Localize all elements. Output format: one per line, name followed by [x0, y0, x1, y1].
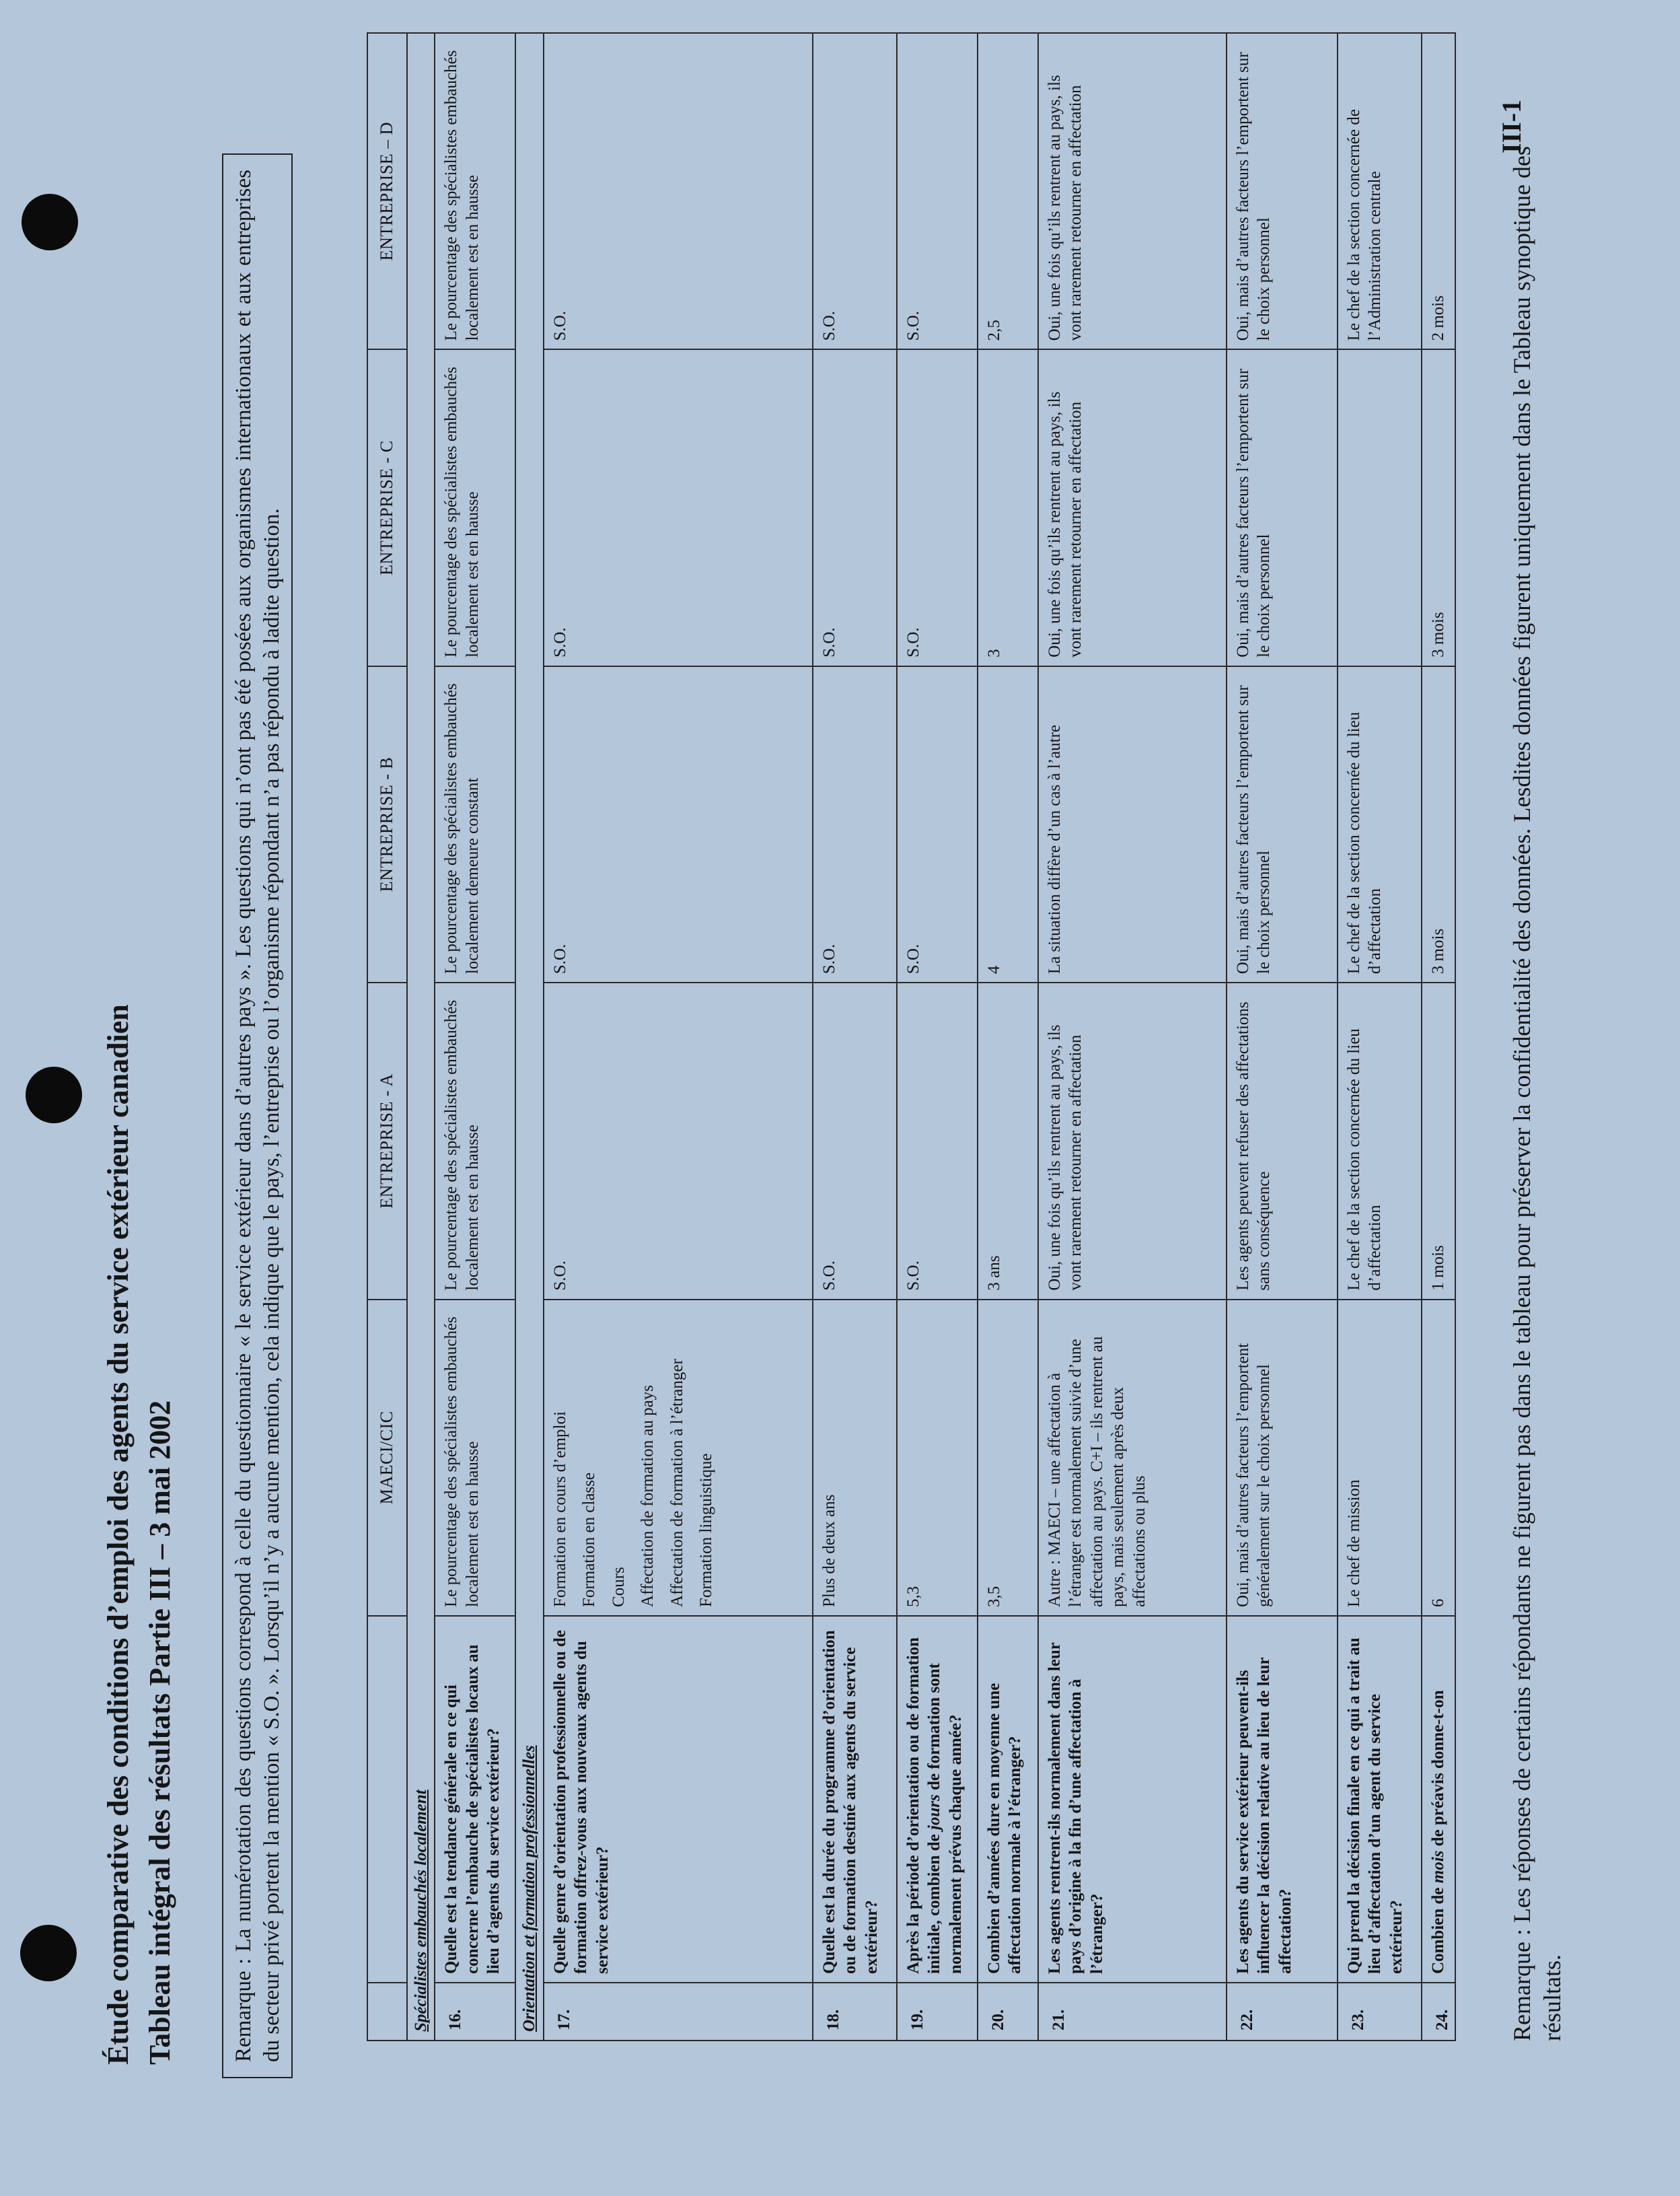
cell: Oui, une fois qu’ils rentrent au pays, ils vont rarement retourner en affectation: [1038, 983, 1227, 1299]
cell: Oui, une fois qu’ils rentrent au pays, ils vont rarement retourner en affectation: [1038, 349, 1227, 666]
question-text: de formation sont normalement prévus chaque année?: [925, 1663, 965, 1974]
question-text: de préavis donne-t-on: [1428, 1690, 1447, 1851]
cell: Plus de deux ans: [813, 1300, 897, 1616]
cell: 2,5: [978, 33, 1038, 349]
row-question: Les agents rentrent-ils normalement dans leur pays d’origine à la fin d’une affectation à l’étranger?: [1038, 1616, 1227, 1983]
cell: S.O.: [544, 983, 813, 1299]
cell: S.O.: [813, 33, 897, 349]
cell: S.O.: [544, 666, 813, 983]
row-question: Les agents du service extérieur peuvent-ils influencer la décision relative au lieu de leur affectation?: [1227, 1616, 1338, 1983]
column-header: ENTREPRISE - C: [367, 349, 407, 666]
footnote-remark: Remarque : Les réponses de certains répondants ne figurent pas dans le tableau pour préserver la confidentialité des données. Lesdites données figurent uniquement dans le Tableau synoptique des résultats.: [1508, 146, 1566, 2041]
cell: S.O.: [897, 983, 978, 1299]
cell: S.O.: [544, 349, 813, 666]
header-num: [367, 1983, 407, 2041]
list-item: Affectation de formation au pays: [638, 1385, 657, 1607]
cell: S.O.: [897, 33, 978, 349]
cell: Le chef de mission: [1338, 1300, 1422, 1616]
page-number: III-1: [1496, 99, 1527, 153]
column-header: MAECI/CIC: [367, 1300, 407, 1616]
cell: Oui, mais d’autres facteurs l’emportent sur le choix personnel: [1227, 33, 1338, 349]
column-header: ENTREPRISE - A: [367, 983, 407, 1299]
row-question: [897, 1616, 978, 1983]
header-question: [367, 1616, 407, 1983]
list-item: Formation en classe: [580, 1473, 599, 1607]
cell: Oui, une fois qu’ils rentrent au pays, ils vont rarement retourner en affectation: [1038, 33, 1227, 349]
row-number: 17.: [544, 1983, 813, 2041]
list-item: Formation linguistique: [697, 1453, 716, 1607]
cell: Le pourcentage des spécialistes embauchés localement demeure constant: [435, 666, 515, 983]
cell: 5,3: [897, 1300, 978, 1616]
cell: Oui, mais d’autres facteurs l’emportent sur le choix personnel: [1227, 666, 1338, 983]
cell: [1338, 349, 1422, 666]
cell: Autre : MAECI – une affectation à l’étranger est normalement suivie d’une affectation au pays. C+I – ils rentrent au pays, mais seulement après deux affectations ou plus: [1038, 1300, 1227, 1616]
row-question: Quelle est la durée du programme d’orientation ou de formation destiné aux agents du service extérieur?: [813, 1616, 897, 1983]
section-row: [407, 33, 435, 2041]
column-header: ENTREPRISE – D: [367, 33, 407, 349]
row-number: 19.: [897, 1983, 978, 2041]
column-header: ENTREPRISE - B: [367, 666, 407, 983]
row-question: Qui prend la décision finale en ce qui a trait au lieu d’affectation d’un agent du service extérieur?: [1338, 1616, 1422, 1983]
cell: Le pourcentage des spécialistes embauchés localement est en hausse: [435, 349, 515, 666]
cell: S.O.: [897, 666, 978, 983]
table-row: [435, 33, 515, 2041]
table-row: [813, 33, 897, 2041]
row-question: Combien d’années dure en moyenne une affectation normale à l’étranger?: [978, 1616, 1038, 1983]
row-number: 20.: [978, 1983, 1038, 2041]
document-title: Étude comparative des conditions d’emploi des agents du service extérieur canadien: [102, 1004, 135, 2065]
cell: Le chef de la section concernée du lieu d’affectation: [1338, 983, 1422, 1299]
cell: Le pourcentage des spécialistes embauchés localement est en hausse: [435, 1300, 515, 1616]
question-emphasis: mois: [1428, 1850, 1447, 1884]
document-subtitle: Tableau intégral des résultats Partie III – 3 mai 2002: [143, 1400, 176, 2065]
section-row: [515, 33, 544, 2041]
table-row: [897, 33, 978, 2041]
list-item: Affectation de formation à l’étranger: [667, 1359, 686, 1607]
cell: 3 mois: [1422, 666, 1455, 983]
cell: Oui, mais d’autres facteurs l’emportent généralement sur le choix personnel: [1227, 1300, 1338, 1616]
table-row: [1338, 33, 1422, 2041]
cell: S.O.: [813, 983, 897, 1299]
cell: S.O.: [897, 349, 978, 666]
cell: 2 mois: [1422, 33, 1455, 349]
section-heading: Orientation et formation professionnelles: [515, 33, 544, 2041]
table-row: [1422, 33, 1455, 2041]
row-number: 23.: [1338, 1983, 1422, 2041]
table-row: [544, 33, 813, 2041]
row-number: 22.: [1227, 1983, 1338, 2041]
list-item: Formation en cours d’emploi: [550, 1411, 569, 1607]
cell: 3 ans: [978, 983, 1038, 1299]
cell: Oui, mais d’autres facteurs l’emportent sur le choix personnel: [1227, 349, 1338, 666]
cell: S.O.: [813, 666, 897, 983]
row-number: 24.: [1422, 1983, 1455, 2041]
cell: S.O.: [813, 349, 897, 666]
row-question: [1422, 1616, 1455, 1983]
cell: La situation diffère d’un cas à l’autre: [1038, 666, 1227, 983]
cell: Le chef de la section concernée de l’Administration centrale: [1338, 33, 1422, 349]
row-number: 21.: [1038, 1983, 1227, 2041]
cell-list: [544, 1300, 813, 1616]
results-table: [367, 32, 1456, 2041]
row-question: Quelle est la tendance générale en ce qui concerne l’embauche de spécialistes locaux au lieu d’agents du service extérieur?: [435, 1616, 515, 1983]
row-number: 18.: [813, 1983, 897, 2041]
cell: Le chef de la section concernée du lieu d’affectation: [1338, 666, 1422, 983]
question-text: Combien de: [1428, 1883, 1447, 1974]
cell: Le pourcentage des spécialistes embauchés localement est en hausse: [435, 983, 515, 1299]
table-row: [1227, 33, 1338, 2041]
cell: Le pourcentage des spécialistes embauchés localement est en hausse: [435, 33, 515, 349]
cell: 6: [1422, 1300, 1455, 1616]
table-row: [978, 33, 1038, 2041]
question-text: Après la période d’orientation ou de formation initiale, combien de: [904, 1637, 944, 1974]
row-number: 16.: [435, 1983, 515, 2041]
row-question: Quelle genre d’orientation professionnelle ou de formation offrez-vous aux nouveaux agents du service extérieur?: [544, 1616, 813, 1983]
list-item: Cours: [609, 1567, 628, 1607]
cell: 4: [978, 666, 1038, 983]
cell: 3: [978, 349, 1038, 666]
table-header-row: [367, 33, 407, 2041]
cell: 3 mois: [1422, 349, 1455, 666]
section-heading: Spécialistes embauchés localement: [407, 33, 435, 2041]
cell: Les agents peuvent refuser des affectations sans conséquence: [1227, 983, 1338, 1299]
cell: S.O.: [544, 33, 813, 349]
cell: 3,5: [978, 1300, 1038, 1616]
cell: 1 mois: [1422, 983, 1455, 1299]
remark-box: Remarque : La numérotation des questions correspond à celle du questionnaire « le service extérieur dans d’autres pays ». Les questions qui n’ont pas été posées aux organismes internationaux et aux entreprises du secteur privé portent la mention « S.O. ». Lorsqu’il n’y a aucune mention, cela indique que le pays, l’entreprise ou l’organisme répondant n’a pas répondu à ladite question.: [222, 153, 293, 2078]
question-emphasis: jours: [925, 1794, 944, 1831]
table-row: [1038, 33, 1227, 2041]
